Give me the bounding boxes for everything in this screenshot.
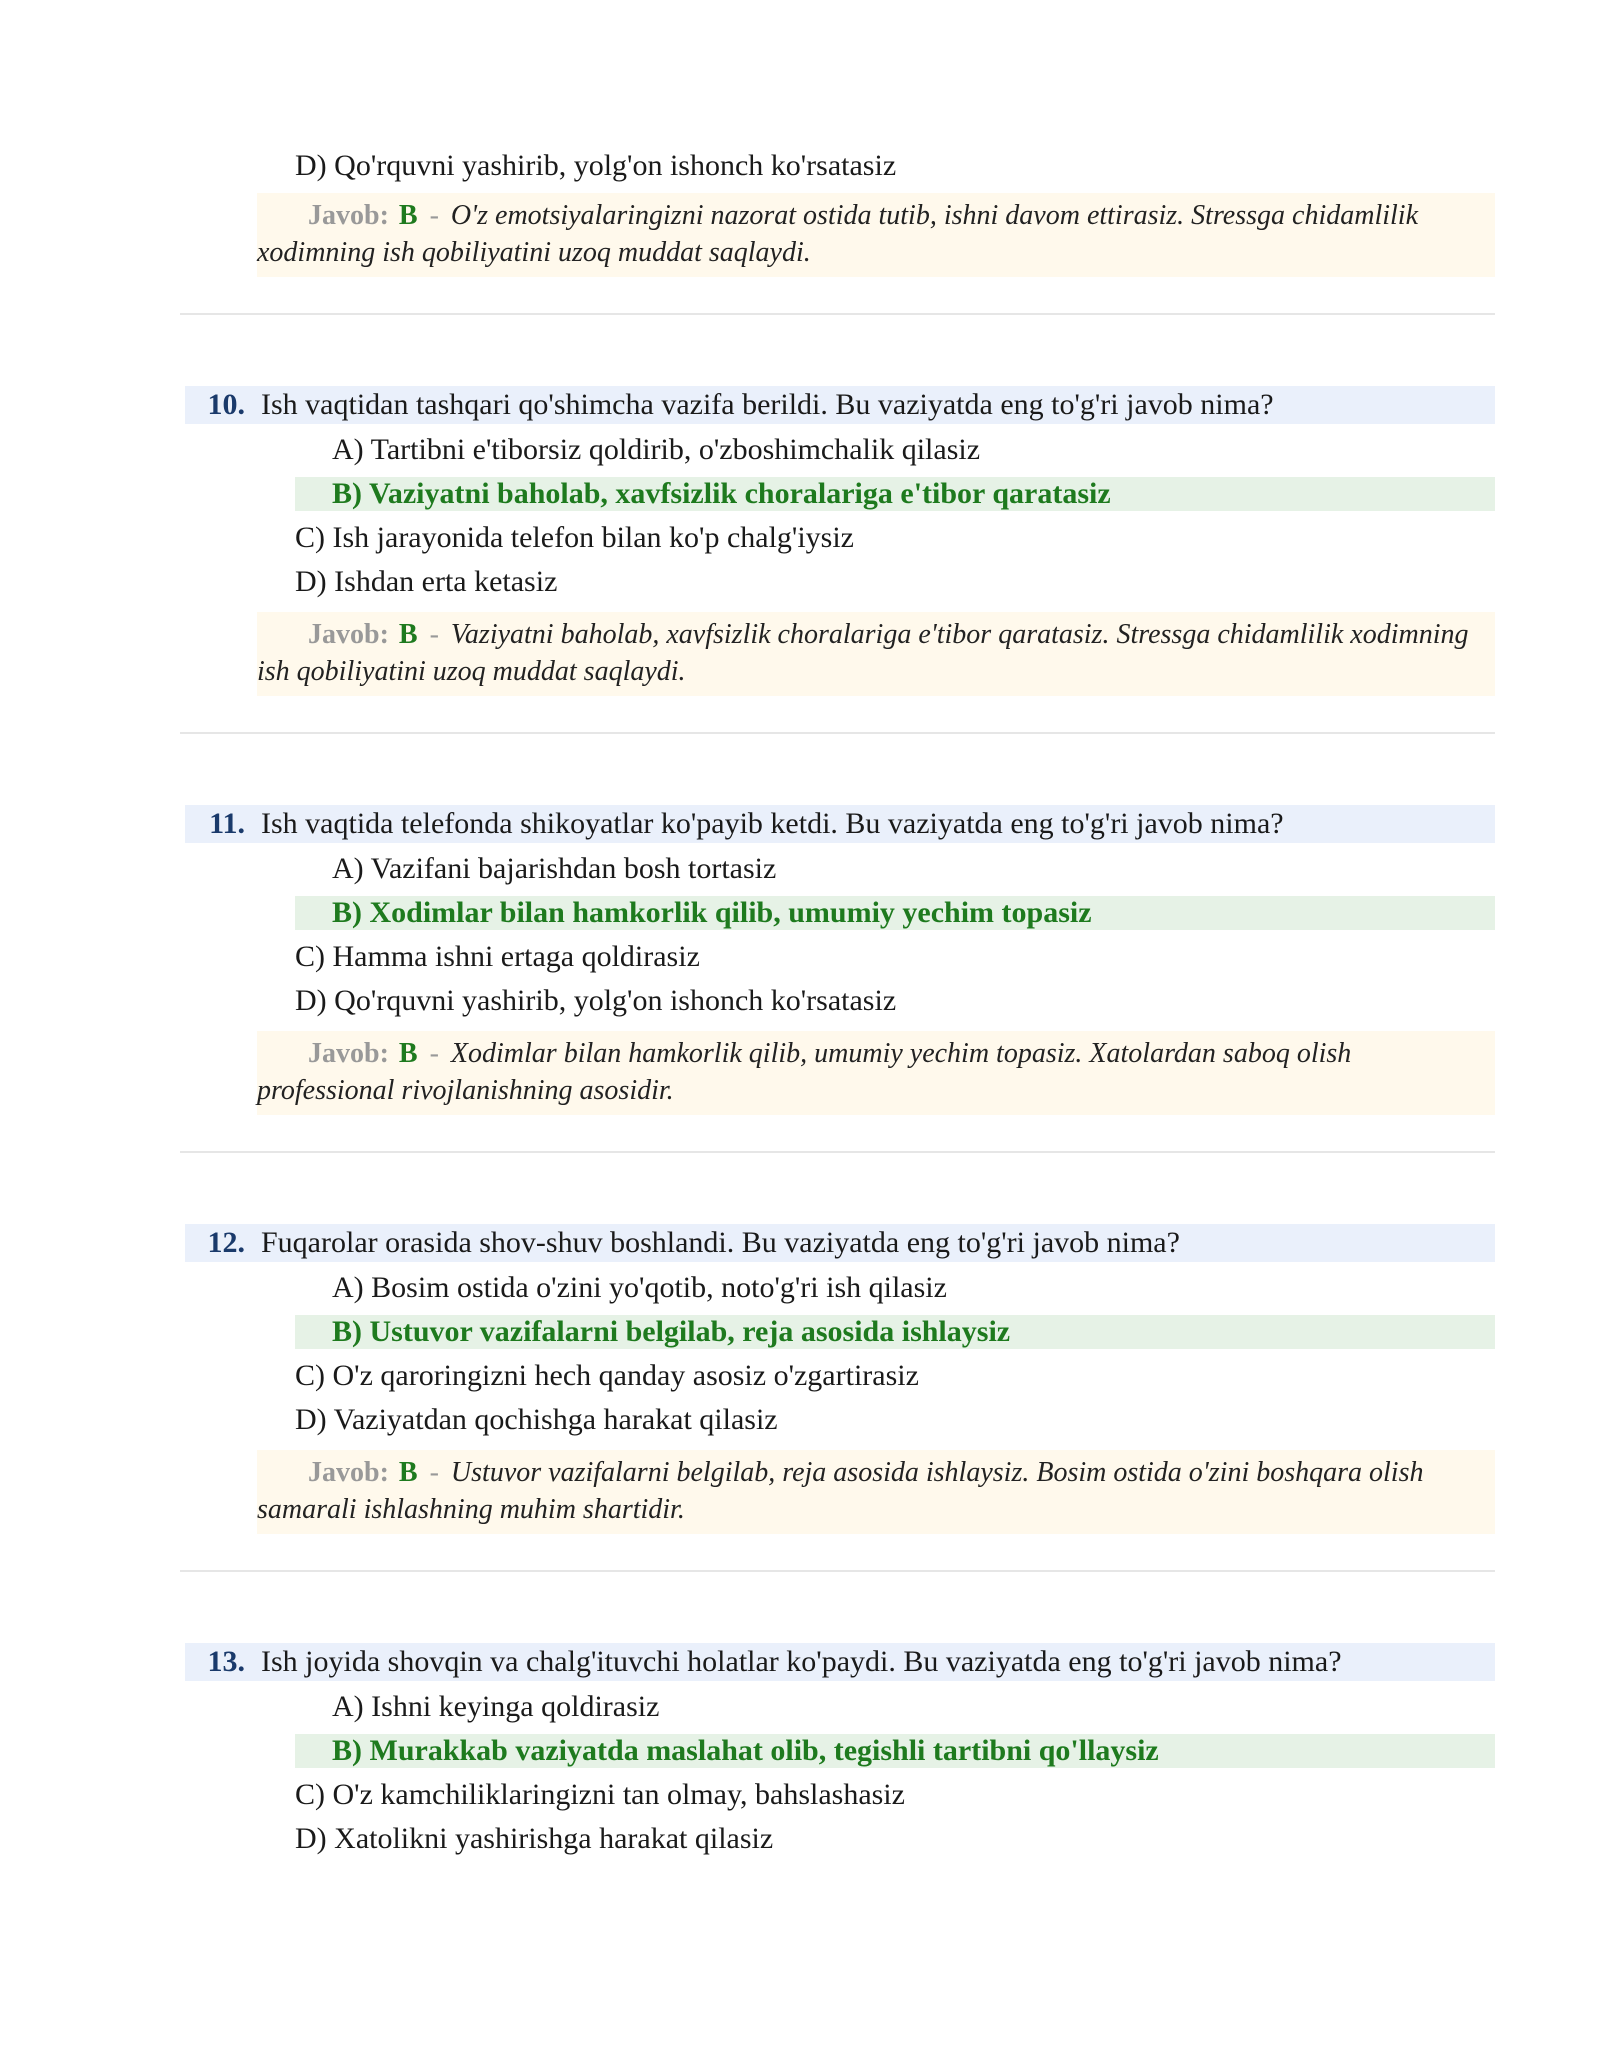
option-d: D) Qo'rquvni yashirib, yolg'on ishonch ko'rsatasiz (295, 149, 897, 182)
option-d: D) Ishdan erta ketasiz (295, 565, 558, 598)
answer-letter: B (398, 200, 418, 231)
answer-text: O'z emotsiyalaringizni nazorat ostida tutib, ishni davom ettirasiz. Stressga chidamlilik xodimning ish qobiliyatini uzoq muddat saqlaydi. (257, 200, 1419, 268)
option-b-correct: B) Vaziyatni baholab, xavfsizlik choralariga e'tibor qaratasiz (295, 477, 1495, 511)
option-a: A) Bosim ostida o'zini yo'qotib, noto'g'ri ish qilasiz (332, 1271, 947, 1304)
option-d: D) Vaziyatdan qochishga harakat qilasiz (295, 1403, 778, 1436)
option-a: A) Tartibni e'tiborsiz qoldirib, o'zboshimchalik qilasiz (332, 433, 981, 466)
option-d: D) Xatolikni yashirishga harakat qilasiz (295, 1822, 774, 1855)
question-text: Ish vaqtidan tashqari qo'shimcha vazifa berildi. Bu vaziyatda eng to'g'ri javob nima? (261, 388, 1274, 421)
answer-box (257, 1031, 1495, 1115)
option-c: C) Hamma ishni ertaga qoldirasiz (295, 940, 700, 973)
answer-letter: B (398, 1457, 418, 1488)
question-number: 11. (209, 807, 245, 840)
answer-text: Ustuvor vazifalarni belgilab, reja asosida ishlaysiz. Bosim ostida o'zini boshqara olish samarali ishlashning muhim shartidir. (257, 1457, 1424, 1525)
answer-label: Javob: (308, 619, 389, 650)
option-c: C) Ish jarayonida telefon bilan ko'p chalg'iysiz (295, 521, 854, 554)
question-header (185, 805, 1495, 843)
option-b-correct: B) Murakkab vaziyatda maslahat olib, tegishli tartibni qo'llaysiz (295, 1734, 1495, 1768)
answer-dash: - (429, 200, 439, 231)
option-a: A) Vazifani bajarishdan bosh tortasiz (332, 852, 777, 885)
question-text: Ish vaqtida telefonda shikoyatlar ko'payib ketdi. Bu vaziyatda eng to'g'ri javob nima? (261, 807, 1284, 840)
question-header (185, 386, 1495, 424)
answer-letter: B (398, 1038, 418, 1069)
answer-dash: - (429, 619, 439, 650)
question-header (185, 1224, 1495, 1262)
answer-box (257, 193, 1495, 277)
divider (180, 1570, 1495, 1572)
question-number: 13. (207, 1645, 245, 1678)
answer-letter: B (398, 619, 418, 650)
answer-dash: - (429, 1457, 439, 1488)
question-number: 12. (207, 1226, 245, 1259)
divider (180, 313, 1495, 315)
divider (180, 1151, 1495, 1153)
question-text: Ish joyida shovqin va chalg'ituvchi holatlar ko'paydi. Bu vaziyatda eng to'g'ri javob nima? (261, 1645, 1342, 1678)
option-b-correct: B) Xodimlar bilan hamkorlik qilib, umumiy yechim topasiz (295, 896, 1495, 930)
answer-label: Javob: (308, 1038, 389, 1069)
answer-label: Javob: (308, 1457, 389, 1488)
answer-text: Vaziyatni baholab, xavfsizlik choralariga e'tibor qaratasiz. Stressga chidamlilik xodimning ish qobiliyatini uzoq muddat saqlaydi. (257, 619, 1469, 687)
option-d: D) Qo'rquvni yashirib, yolg'on ishonch ko'rsatasiz (295, 984, 897, 1017)
answer-box (257, 1450, 1495, 1534)
question-number: 10. (207, 388, 245, 421)
answer-label: Javob: (308, 200, 389, 231)
option-c: C) O'z qaroringizni hech qanday asosiz o'zgartirasiz (295, 1359, 919, 1392)
answer-dash: - (429, 1038, 439, 1069)
question-text: Fuqarolar orasida shov-shuv boshlandi. Bu vaziyatda eng to'g'ri javob nima? (261, 1226, 1180, 1259)
option-a: A) Ishni keyinga qoldirasiz (332, 1690, 660, 1723)
divider (180, 732, 1495, 734)
question-header (185, 1643, 1495, 1681)
option-c: C) O'z kamchiliklaringizni tan olmay, bahslashasiz (295, 1778, 905, 1811)
answer-box (257, 612, 1495, 696)
answer-text: Xodimlar bilan hamkorlik qilib, umumiy yechim topasiz. Xatolardan saboq olish professional rivojlanishning asosidir. (257, 1038, 1352, 1106)
option-b-correct: B) Ustuvor vazifalarni belgilab, reja asosida ishlaysiz (295, 1315, 1495, 1349)
